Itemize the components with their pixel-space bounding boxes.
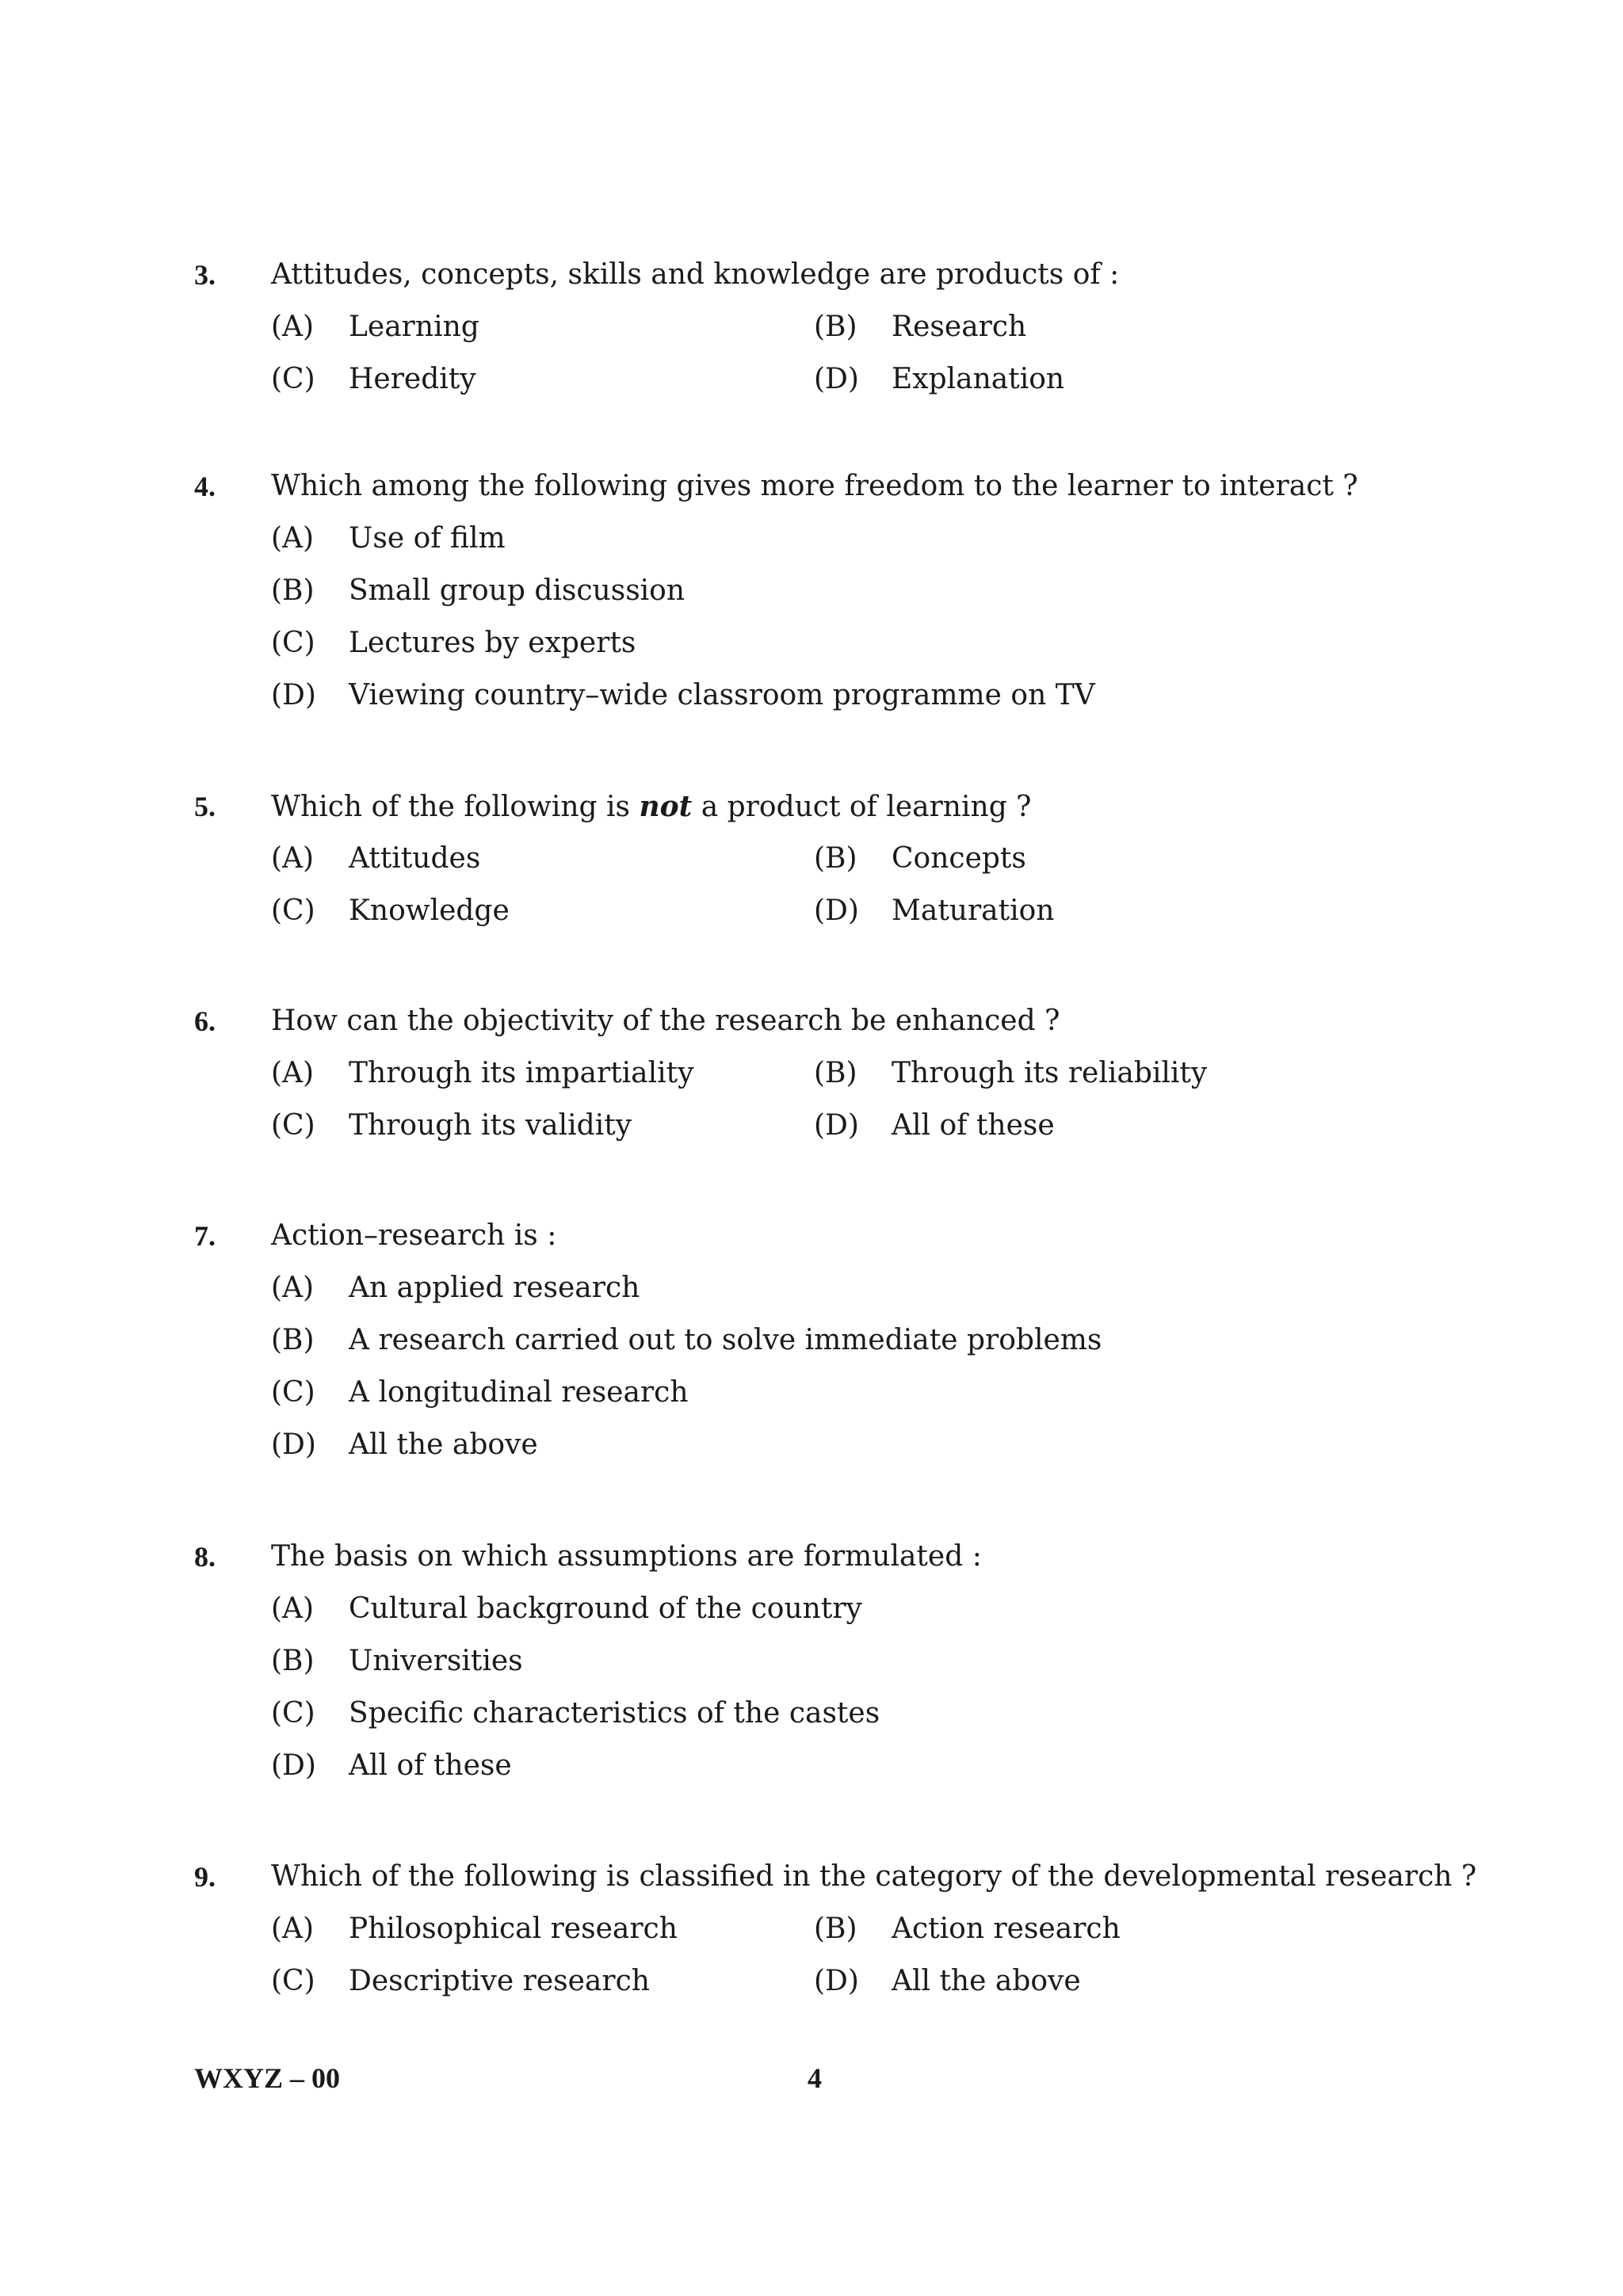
option-text: All of these xyxy=(892,1109,1055,1142)
option-text: Attitudes xyxy=(349,842,481,875)
option-text: A longitudinal research xyxy=(349,1376,689,1409)
option-letter: (A) xyxy=(271,311,315,343)
option-text: Use of film xyxy=(349,522,506,555)
option-letter: (C) xyxy=(271,1376,315,1409)
question-text: Which among the following gives more freedom to the learner to interact ? xyxy=(271,470,1358,502)
question-text: Attitudes, concepts, skills and knowledge are products of : xyxy=(271,258,1120,291)
option-letter: (D) xyxy=(814,363,859,395)
option-letter: (C) xyxy=(271,1109,315,1142)
option-letter: (D) xyxy=(814,1965,859,1997)
option-letter: (D) xyxy=(814,894,859,927)
question-9 xyxy=(0,1851,1623,2008)
option-text: Explanation xyxy=(892,363,1065,395)
option-letter: (D) xyxy=(814,1109,859,1142)
question-number: 3. xyxy=(194,259,216,291)
question-4 xyxy=(0,460,1623,722)
option-text: Knowledge xyxy=(349,894,510,927)
option-text: A research carried out to solve immediate problems xyxy=(349,1324,1102,1356)
option-letter: (C) xyxy=(271,1697,315,1730)
option-text: Heredity xyxy=(349,363,476,395)
option-letter: (B) xyxy=(814,842,857,875)
option-letter: (C) xyxy=(271,1965,315,1997)
option-letter: (B) xyxy=(271,1324,315,1356)
option-letter: (C) xyxy=(271,627,315,659)
question-number: 4. xyxy=(194,471,216,502)
option-text: Research xyxy=(892,311,1027,343)
option-letter: (B) xyxy=(814,311,857,343)
option-text: All the above xyxy=(349,1428,538,1461)
option-text: Lectures by experts xyxy=(349,627,636,659)
option-letter: (A) xyxy=(271,842,315,875)
option-text: Through its reliability xyxy=(892,1057,1208,1089)
option-letter: (D) xyxy=(271,679,316,711)
question-number: 9. xyxy=(194,1861,216,1893)
question-5 xyxy=(0,780,1623,937)
question-text-emphasis: not xyxy=(639,790,693,823)
option-text: Through its impartiality xyxy=(349,1057,694,1089)
option-text: An applied research xyxy=(349,1272,640,1304)
question-number: 7. xyxy=(194,1220,216,1252)
option-letter: (A) xyxy=(271,1913,315,1945)
option-text: Philosophical research xyxy=(349,1913,678,1945)
option-text: Specific characteristics of the castes xyxy=(349,1697,880,1730)
question-6 xyxy=(0,995,1623,1152)
option-letter: (B) xyxy=(814,1913,857,1945)
option-text: Through its validity xyxy=(349,1109,632,1142)
question-text: The basis on which assumptions are formulated : xyxy=(271,1540,982,1573)
question-number: 8. xyxy=(194,1541,216,1573)
question-text-after: a product of learning ? xyxy=(692,791,1032,823)
option-letter: (D) xyxy=(271,1428,316,1461)
paper-code: WXYZ – 00 xyxy=(194,2062,341,2094)
option-letter: (A) xyxy=(271,1057,315,1089)
question-7 xyxy=(0,1210,1623,1471)
option-text: Maturation xyxy=(892,894,1055,927)
question-text: Action–research is : xyxy=(271,1219,557,1252)
option-text: Cultural background of the country xyxy=(349,1592,862,1625)
option-text: Small group discussion xyxy=(349,574,685,607)
question-8 xyxy=(0,1531,1623,1792)
option-letter: (B) xyxy=(814,1057,857,1089)
option-text: All the above xyxy=(892,1965,1081,1997)
option-letter: (C) xyxy=(271,894,315,927)
option-letter: (A) xyxy=(271,1592,315,1625)
option-text: Learning xyxy=(349,311,479,343)
question-text: Which of the following is classified in the category of the developmental research ? xyxy=(271,1860,1477,1893)
question-text-before: Which of the following is xyxy=(271,791,640,823)
option-letter: (A) xyxy=(271,522,315,555)
option-letter: (A) xyxy=(271,1272,315,1304)
option-text: Action research xyxy=(892,1913,1121,1945)
option-letter: (C) xyxy=(271,363,315,395)
option-text: Universities xyxy=(349,1645,523,1677)
question-number: 5. xyxy=(194,791,216,822)
question-number: 6. xyxy=(194,1005,216,1037)
question-3 xyxy=(0,249,1623,406)
option-letter: (B) xyxy=(271,1645,315,1677)
option-text: Viewing country–wide classroom programme on TV xyxy=(349,679,1095,711)
page-number: 4 xyxy=(808,2062,822,2094)
option-text: Concepts xyxy=(892,842,1026,875)
option-letter: (D) xyxy=(271,1749,316,1782)
option-text: All of these xyxy=(349,1749,512,1782)
question-text xyxy=(271,780,1031,833)
option-letter: (B) xyxy=(271,574,315,607)
question-text: How can the objectivity of the research be enhanced ? xyxy=(271,1005,1060,1037)
option-text: Descriptive research xyxy=(349,1965,650,1997)
